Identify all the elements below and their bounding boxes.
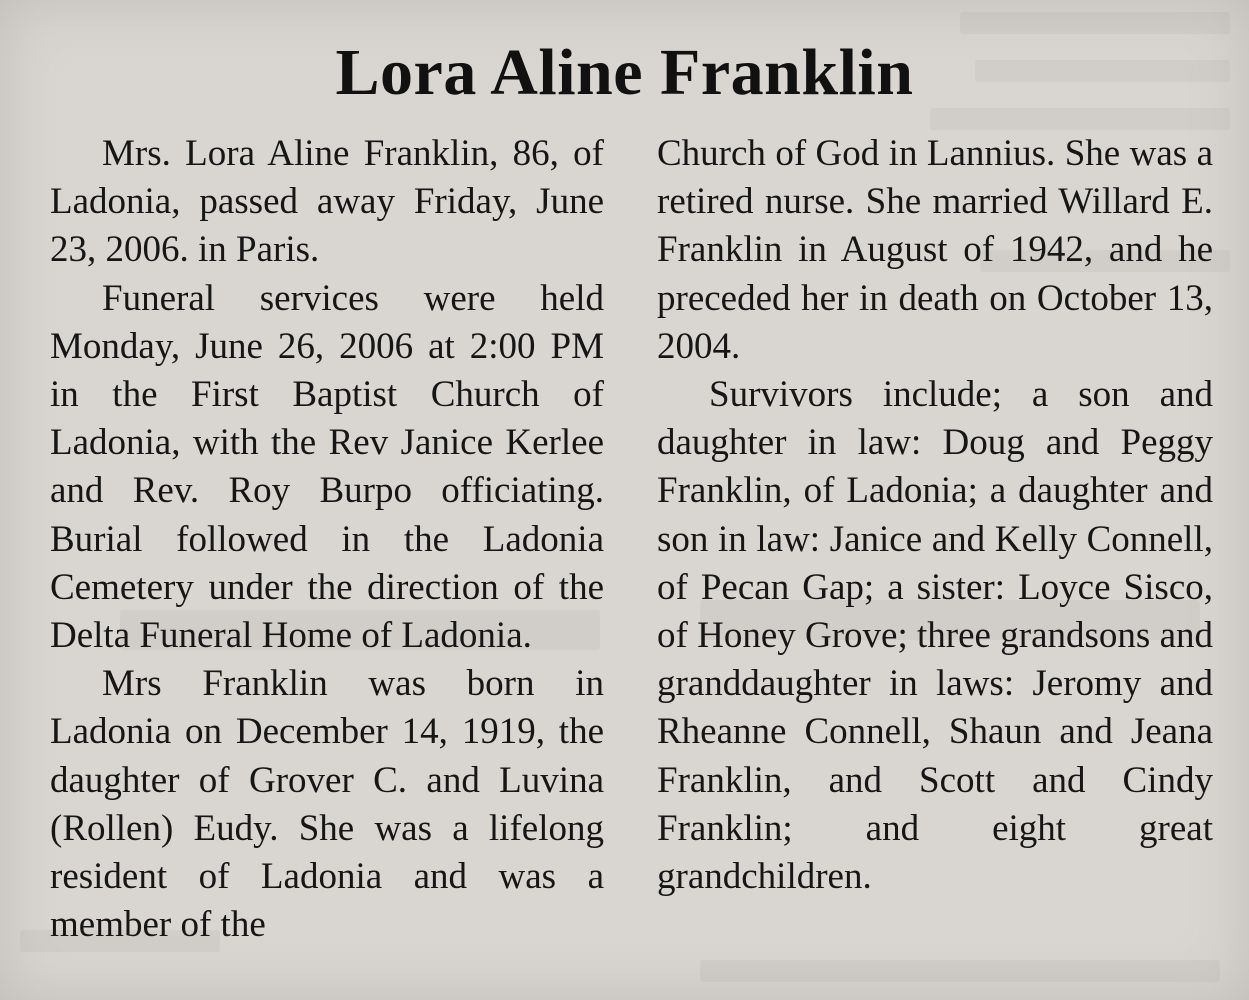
biography-continued-paragraph: Church of God in Lannius. She was a retired nurse. She married Willard E. Franklin in August of 1942, and he preceded her in death on October 13, 2004. <box>657 133 1213 367</box>
left-column <box>50 130 604 949</box>
intro-paragraph: Mrs. Lora Aline Franklin, 86, of Ladonia, passed away Friday, June 23, 2006. in Paris. <box>50 133 604 271</box>
biography-paragraph: Mrs Franklin was born in Ladonia on December 14, 1919, the daughter of Grover C. and Luvina (Rollen) Eudy. She was a lifelong resident of Ladonia and was a member of the <box>50 663 604 946</box>
obituary-title: Lora Aline Franklin <box>335 36 914 109</box>
right-column <box>657 130 1213 901</box>
funeral-services-paragraph: Funeral services were held Monday, June 26, 2006 at 2:00 PM in the First Baptist Church of Ladonia, with the Rev Janice Kerlee and Rev. Roy Burpo officiating. Burial followed in the Ladonia Cemetery under the direction of the Delta Funeral Home of Ladonia. <box>50 277 604 657</box>
survivors-paragraph: Survivors include; a son and daughter in law: Doug and Peggy Franklin, of Ladonia; a daughter and son in law: Janice and Kelly Connell, of Pecan Gap; a sister: Loyce Sisco, of Honey Grove; three grandsons and granddaughter in laws: Jeromy and Rheanne Connell, Shaun and Jeana Franklin, and Scott and Cindy Franklin; and eight great grandchildren. <box>657 374 1213 898</box>
